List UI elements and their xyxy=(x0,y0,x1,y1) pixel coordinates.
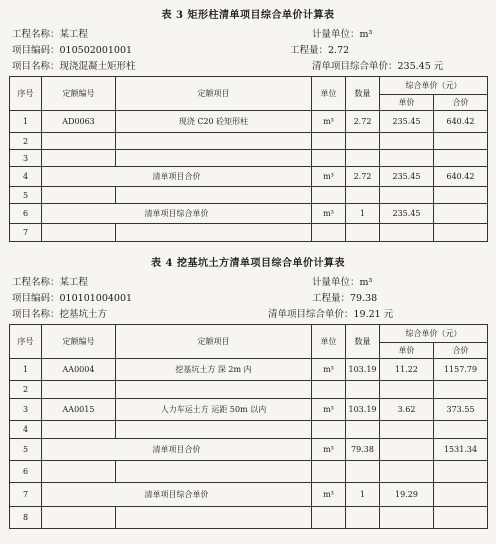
cell-unit xyxy=(312,421,346,439)
project-name-label: 工程名称： xyxy=(12,29,60,40)
table-row-composite xyxy=(10,204,488,224)
cell-code: AA0004 xyxy=(42,359,116,381)
cell-price xyxy=(380,381,434,399)
table3-title: 表 3 矩形柱清单项目综合单价计算表 xyxy=(161,10,335,21)
unit-value: m³ xyxy=(359,277,373,288)
cell-unit xyxy=(312,150,346,167)
header-seq: 序号 xyxy=(10,77,42,111)
header-quota-code: 定额编号 xyxy=(42,77,116,111)
cell-unit xyxy=(312,224,346,242)
header-quota-item: 定额项目 xyxy=(116,325,312,359)
table-row-subtotal xyxy=(10,167,488,187)
cell-price: 235.45 xyxy=(380,204,434,224)
cell-total xyxy=(434,381,488,399)
cell-code: AD0063 xyxy=(42,111,116,133)
cell-qty xyxy=(346,461,380,483)
cell-seq: 7 xyxy=(10,224,42,242)
cell-total: 640.42 xyxy=(434,111,488,133)
cell-seq: 5 xyxy=(10,439,42,461)
cell-qty: 79.38 xyxy=(346,439,380,461)
cell-qty xyxy=(346,150,380,167)
header-composite: 综合单价（元） xyxy=(380,77,488,95)
cell-seq: 4 xyxy=(10,421,42,439)
item-name-value: 挖基坑土方 xyxy=(59,309,108,320)
cell-item: 现浇 C20 砼矩形柱 xyxy=(116,111,312,133)
cell-qty xyxy=(346,187,380,204)
table4-item-name xyxy=(12,306,107,320)
cell-price: 235.45 xyxy=(380,111,434,133)
cell-price xyxy=(380,507,434,529)
header-qty: 数量 xyxy=(346,325,380,359)
composite-value: 19.21 元 xyxy=(353,309,394,320)
table-row-subtotal xyxy=(10,439,488,461)
cell-item xyxy=(116,381,312,399)
table3-code xyxy=(12,42,132,56)
unit-value: m³ xyxy=(359,29,373,40)
table-row xyxy=(10,224,488,242)
table-row xyxy=(10,507,488,529)
cell-qty: 2.72 xyxy=(346,111,380,133)
cell-unit: m³ xyxy=(312,167,346,187)
cell-merged-label: 清单项目合价 xyxy=(42,167,312,187)
cell-price: 235.45 xyxy=(380,167,434,187)
header-composite: 综合单价（元） xyxy=(380,325,488,343)
cell-item xyxy=(116,133,312,150)
header-unit: 单位 xyxy=(312,325,346,359)
table-row xyxy=(10,150,488,167)
cell-item xyxy=(116,150,312,167)
cell-qty: 1 xyxy=(346,204,380,224)
header-unit-price: 单价 xyxy=(380,343,434,359)
quantity-label: 工程量： xyxy=(312,293,351,304)
table3-unit xyxy=(312,26,372,40)
header-quota-item: 定额项目 xyxy=(116,77,312,111)
table-row xyxy=(10,133,488,150)
header-unit-price: 单价 xyxy=(380,95,434,111)
table3-project-name xyxy=(12,26,88,40)
item-name-label: 项目名称： xyxy=(12,309,60,320)
cell-seq: 1 xyxy=(10,111,42,133)
cell-item xyxy=(116,224,312,242)
project-name-label: 工程名称： xyxy=(12,277,60,288)
cell-unit: m³ xyxy=(312,359,346,381)
cell-seq: 3 xyxy=(10,399,42,421)
cell-qty: 2.72 xyxy=(346,167,380,187)
cell-code xyxy=(42,507,116,529)
cell-seq: 1 xyxy=(10,359,42,381)
table-row xyxy=(10,461,488,483)
cell-total xyxy=(434,483,488,507)
quantity-value: 2.72 xyxy=(328,45,350,56)
cell-unit: m³ xyxy=(312,439,346,461)
code-label: 项目编码： xyxy=(12,293,60,304)
quantity-value: 79.38 xyxy=(350,293,378,304)
cell-total xyxy=(434,461,488,483)
cell-qty xyxy=(346,507,380,529)
cell-price: 3.62 xyxy=(380,399,434,421)
project-name-value: 某工程 xyxy=(59,29,89,40)
cell-item xyxy=(116,421,312,439)
cell-unit xyxy=(312,507,346,529)
cell-total xyxy=(434,187,488,204)
cell-qty xyxy=(346,224,380,242)
cell-qty: 103.19 xyxy=(346,359,380,381)
cell-seq: 8 xyxy=(10,507,42,529)
cell-unit xyxy=(312,187,346,204)
header-total: 合价 xyxy=(434,95,488,111)
cell-total xyxy=(434,224,488,242)
cell-seq: 7 xyxy=(10,483,42,507)
cell-seq: 4 xyxy=(10,167,42,187)
table-header-row xyxy=(10,77,488,95)
cell-total: 1531.34 xyxy=(434,439,488,461)
cell-price xyxy=(380,133,434,150)
cell-price: 11.22 xyxy=(380,359,434,381)
table3-grid xyxy=(9,76,488,242)
cell-seq: 2 xyxy=(10,133,42,150)
cell-price xyxy=(380,461,434,483)
cell-total xyxy=(434,507,488,529)
cell-seq: 6 xyxy=(10,204,42,224)
cell-code xyxy=(42,133,116,150)
header-seq: 序号 xyxy=(10,325,42,359)
header-qty: 数量 xyxy=(346,77,380,111)
composite-value: 235.45 元 xyxy=(397,61,444,72)
cell-total: 1157.79 xyxy=(434,359,488,381)
header-quota-code: 定额编号 xyxy=(42,325,116,359)
cell-qty: 1 xyxy=(346,483,380,507)
cell-seq: 2 xyxy=(10,381,42,399)
table4-unit xyxy=(312,274,372,288)
table-row xyxy=(10,381,488,399)
cell-unit xyxy=(312,133,346,150)
code-value: 010502001001 xyxy=(59,45,133,56)
cell-price xyxy=(380,187,434,204)
cell-total xyxy=(434,150,488,167)
cell-seq: 5 xyxy=(10,187,42,204)
cell-code xyxy=(42,421,116,439)
cell-code xyxy=(42,224,116,242)
cell-total xyxy=(434,204,488,224)
header-unit: 单位 xyxy=(312,77,346,111)
cell-item xyxy=(116,187,312,204)
composite-label: 清单项目综合单价： xyxy=(268,309,354,320)
cell-item xyxy=(116,507,312,529)
cell-item: 人力车运土方 运距 50m 以内 xyxy=(116,399,312,421)
quantity-label: 工程量： xyxy=(290,45,329,56)
cell-seq: 3 xyxy=(10,150,42,167)
cell-unit xyxy=(312,461,346,483)
table4-project-name xyxy=(12,274,88,288)
code-value: 010101004001 xyxy=(59,293,133,304)
table4-composite xyxy=(268,306,393,320)
unit-label: 计量单位： xyxy=(312,29,360,40)
cell-total xyxy=(434,421,488,439)
header-total: 合价 xyxy=(434,343,488,359)
cell-qty xyxy=(346,421,380,439)
cell-total: 373.55 xyxy=(434,399,488,421)
cell-qty: 103.19 xyxy=(346,399,380,421)
code-label: 项目编码： xyxy=(12,45,60,56)
cell-seq: 6 xyxy=(10,461,42,483)
table4-title: 表 4 挖基坑土方清单项目综合单价计算表 xyxy=(151,258,345,269)
cell-price: 19.29 xyxy=(380,483,434,507)
cell-unit: m³ xyxy=(312,111,346,133)
unit-label: 计量单位： xyxy=(312,277,360,288)
table-row xyxy=(10,359,488,381)
cell-price xyxy=(380,224,434,242)
table4-code xyxy=(12,290,132,304)
cell-qty xyxy=(346,133,380,150)
cell-merged-label: 清单项目综合单价 xyxy=(42,483,312,507)
cell-item: 挖基坑土方 深 2m 内 xyxy=(116,359,312,381)
cell-unit: m³ xyxy=(312,483,346,507)
cell-price xyxy=(380,439,434,461)
cell-merged-label: 清单项目合价 xyxy=(42,439,312,461)
cell-code xyxy=(42,150,116,167)
item-name-value: 现浇混凝土矩形柱 xyxy=(59,61,136,72)
cell-code xyxy=(42,461,116,483)
table-row xyxy=(10,111,488,133)
cell-unit: m³ xyxy=(312,204,346,224)
table-row xyxy=(10,421,488,439)
cell-price xyxy=(380,150,434,167)
cell-total xyxy=(434,133,488,150)
cell-qty xyxy=(346,381,380,399)
table-row-composite xyxy=(10,483,488,507)
table-row xyxy=(10,399,488,421)
table3-quantity xyxy=(290,42,349,56)
table3-composite xyxy=(312,58,443,72)
item-name-label: 项目名称： xyxy=(12,61,60,72)
cell-code: AA0015 xyxy=(42,399,116,421)
composite-label: 清单项目综合单价： xyxy=(312,61,398,72)
table4-grid xyxy=(9,324,488,529)
cell-unit xyxy=(312,381,346,399)
cell-item xyxy=(116,461,312,483)
cell-code xyxy=(42,187,116,204)
cell-total: 640.42 xyxy=(434,167,488,187)
table3-item-name xyxy=(12,58,136,72)
table-row xyxy=(10,187,488,204)
cell-unit: m³ xyxy=(312,399,346,421)
cell-merged-label: 清单项目综合单价 xyxy=(42,204,312,224)
cell-price xyxy=(380,421,434,439)
cell-code xyxy=(42,381,116,399)
project-name-value: 某工程 xyxy=(59,277,89,288)
table4-quantity xyxy=(312,290,377,304)
table-header-row xyxy=(10,325,488,343)
